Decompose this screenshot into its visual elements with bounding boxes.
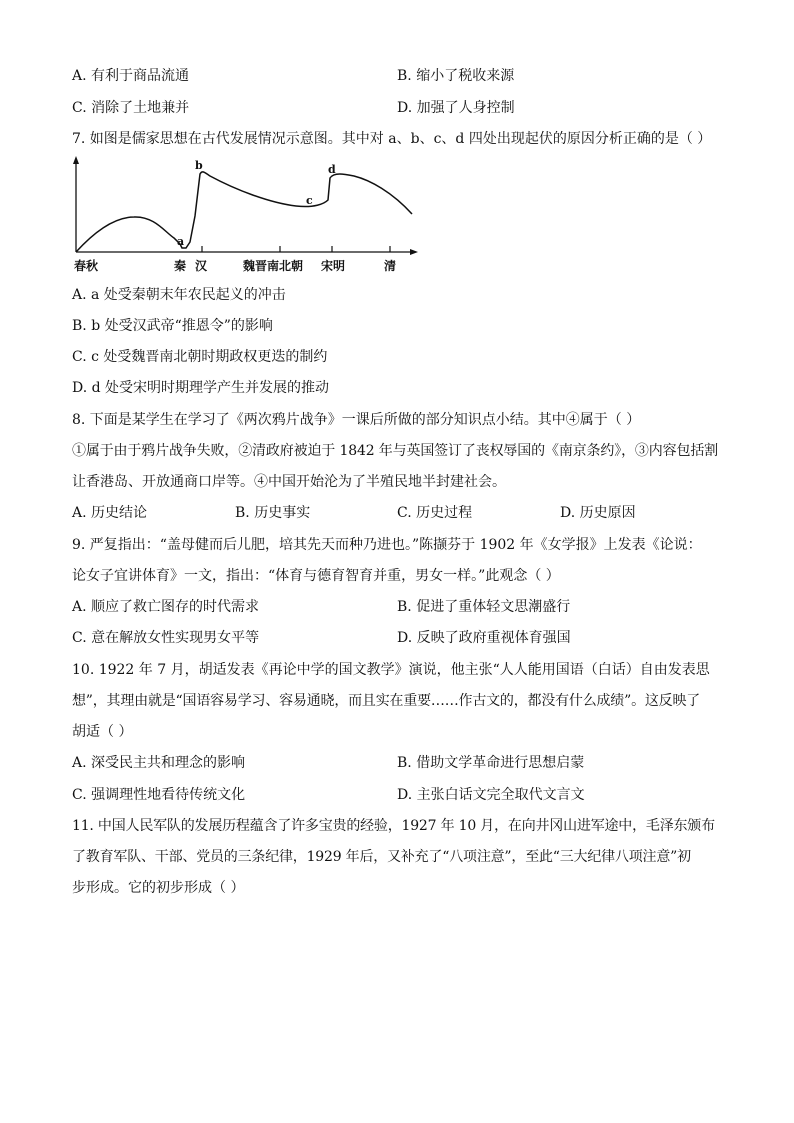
q8-stem: 8. 下面是某学生在学习了《两次鸦片战争》一课后所做的部分知识点小结。其中④属于（ ） <box>72 412 641 428</box>
q9-option-c[interactable]: C. 意在解放女性实现男女平等 <box>72 630 260 646</box>
q11-stem-line-1: 11. 中国人民军队的发展历程蕴含了许多宝贵的经验，1927 年 10 月，在向井冈山进军途中，毛泽东颁布 <box>72 818 715 834</box>
development-curve <box>76 172 412 252</box>
q10-stem-line-2: 想”，其理由就是“国语容易学习、容易通晓，而且实在重要……作古文的，都没有什么成绩”。这反映了 <box>72 693 701 709</box>
axis-label-qing: 清 <box>384 259 397 273</box>
axis-label-songming: 宋明 <box>321 259 346 273</box>
q6-option-a[interactable]: A. 有利于商品流通 <box>72 68 190 84</box>
q10-stem-line-1: 10. 1922 年 7 月，胡适发表《再论中学的国文教学》演说，他主张“人人能用国语（白话）自由发表思 <box>72 662 710 678</box>
q9-option-d[interactable]: D. 反映了政府重视体育强国 <box>397 630 571 646</box>
q9-stem-line-1: 9. 严复指出：“盖母健而后儿肥，培其先天而种乃进也。”陈撷芬于 1902 年《女学报》上发表《论说： <box>72 537 702 553</box>
point-label-b: b <box>195 159 203 172</box>
q6-option-d[interactable]: D. 加强了人身控制 <box>397 100 515 116</box>
q8-option-b[interactable]: B. 历史事实 <box>235 505 311 521</box>
q7-option-d[interactable]: D. d 处受宋明时期理学产生并发展的推动 <box>72 380 330 396</box>
axis-label-han: 汉 <box>195 259 208 273</box>
q8-option-a[interactable]: A. 历史结论 <box>72 505 148 521</box>
q7-option-b[interactable]: B. b 处受汉武帝“推恩令”的影响 <box>72 318 273 334</box>
q6-option-c[interactable]: C. 消除了土地兼并 <box>72 100 190 116</box>
q10-option-a[interactable]: A. 深受民主共和理念的影响 <box>72 755 246 771</box>
point-label-a: a <box>177 235 185 248</box>
confucianism-development-figure <box>64 154 424 276</box>
x-axis-arrow <box>410 249 418 255</box>
q11-stem-line-2: 了教育军队、干部、党员的三条纪律，1929 年后，又补充了“八项注意”，至此“三大纪律八项注意”初 <box>72 849 691 865</box>
q7-option-c[interactable]: C. c 处受魏晋南北朝时期政权更迭的制约 <box>72 349 328 365</box>
q10-option-d[interactable]: D. 主张白话文完全取代文言文 <box>397 787 585 803</box>
q8-option-d[interactable]: D. 历史原因 <box>560 505 636 521</box>
q10-option-b[interactable]: B. 借助文学革命进行思想启蒙 <box>397 755 585 771</box>
q8-option-c[interactable]: C. 历史过程 <box>397 505 473 521</box>
point-label-d: d <box>328 163 336 176</box>
q9-option-a[interactable]: A. 顺应了救亡图存的时代需求 <box>72 599 260 615</box>
q6-option-b[interactable]: B. 缩小了税收来源 <box>397 68 515 84</box>
axis-label-qin: 秦 <box>174 259 187 273</box>
axis-label-chunqiu: 春秋 <box>74 259 99 273</box>
q11-stem-line-3: 步形成。它的初步形成（ ） <box>72 880 245 896</box>
q7-option-a[interactable]: A. a 处受秦朝末年农民起义的冲击 <box>72 287 286 303</box>
q10-option-c[interactable]: C. 强调理性地看待传统文化 <box>72 787 246 803</box>
q9-option-b[interactable]: B. 促进了重体轻文思潮盛行 <box>397 599 571 615</box>
q8-material-line-2: 让香港岛、开放通商口岸等。④中国开始沦为了半殖民地半封建社会。 <box>72 474 506 490</box>
q8-material-line-1: ①属于由于鸦片战争失败，②清政府被迫于 1842 年与英国签订了丧权辱国的《南京条约》，③内容包括割 <box>72 443 719 459</box>
q9-stem-line-2: 论女子宜讲体育》一文，指出：“体育与德育智育并重，男女一样。”此观念（ ） <box>72 568 560 584</box>
q10-stem-line-3: 胡适（ ） <box>72 724 133 740</box>
y-axis-arrow <box>73 156 79 164</box>
axis-label-weijin: 魏晋南北朝 <box>243 259 304 273</box>
point-label-c: c <box>306 194 313 207</box>
q7-stem: 7. 如图是儒家思想在古代发展情况示意图。其中对 a、b、c、d 四处出现起伏的原因分析正确的是（ ） <box>72 131 712 147</box>
